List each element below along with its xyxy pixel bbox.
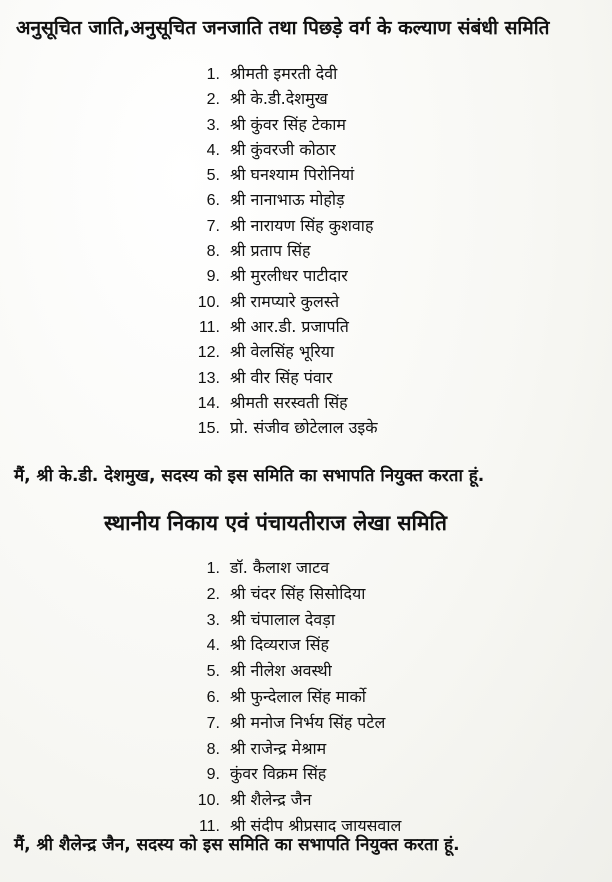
list-item <box>190 340 378 365</box>
item-number: 4. <box>206 141 220 159</box>
item-number: 9. <box>206 766 220 784</box>
item-number: 2. <box>206 585 220 603</box>
committee-1-chair-statement: मैं, श्री के.डी. देशमुख, सदस्य को इस समिति का सभापति नियुक्त करता हूं. <box>14 466 485 486</box>
item-number: 7. <box>206 714 220 732</box>
member-name: श्री दिव्यराज सिंह <box>230 635 330 655</box>
item-number: 8. <box>206 740 220 758</box>
list-item <box>190 685 401 711</box>
item-number: 3. <box>206 611 220 629</box>
item-number: 5. <box>206 167 220 185</box>
list-item <box>190 416 378 441</box>
member-name: श्री मनोज निर्भय सिंह पटेल <box>230 712 386 732</box>
item-number: 5. <box>206 663 220 681</box>
list-item <box>190 633 401 659</box>
list-item <box>190 788 401 814</box>
member-name: श्री राजेन्द्र मेश्राम <box>230 738 327 758</box>
member-name: श्री चंपालाल देवड़ा <box>230 609 335 629</box>
member-name: श्री कुंवर सिंह टेकाम <box>230 114 346 134</box>
member-name: श्री नारायण सिंह कुशवाह <box>230 215 374 235</box>
member-name: श्री के.डी.देशमुख <box>230 89 328 109</box>
member-name: श्री शैलेन्द्र जैन <box>230 790 312 810</box>
committee-2-member-list <box>190 556 401 840</box>
member-name: श्री कुंवरजी कोठार <box>230 139 336 159</box>
member-name: श्रीमती सरस्वती सिंह <box>230 392 348 412</box>
list-item <box>190 290 378 315</box>
list-item <box>190 315 378 340</box>
member-name: कुंवर विक्रम सिंह <box>230 764 327 784</box>
item-number: 15. <box>197 420 220 438</box>
item-number: 10. <box>197 293 220 311</box>
member-name: श्री वेलसिंह भूरिया <box>230 342 335 362</box>
item-number: 10. <box>197 792 220 810</box>
list-item <box>190 737 401 763</box>
list-item <box>190 608 401 634</box>
list-item <box>190 391 378 416</box>
committee-1-title: अनुसूचित जाति,अनुसूचित जनजाति तथा पिछड़े वर्ग के कल्याण संबंधी समिति <box>16 17 550 39</box>
member-name: श्री मुरलीधर पाटीदार <box>230 266 348 286</box>
member-name: श्री फुन्देलाल सिंह मार्को <box>230 686 366 706</box>
item-number: 11. <box>198 318 220 336</box>
item-number: 8. <box>206 243 220 261</box>
member-name: श्री नानाभाऊ मोहोड़ <box>230 190 345 210</box>
member-name: श्री संदीप श्रीप्रसाद जायसवाल <box>230 815 402 835</box>
member-name: श्री आर.डी. प्रजापति <box>230 316 349 336</box>
list-item <box>190 113 378 138</box>
list-item <box>190 188 378 213</box>
member-name: श्री चंदर सिंह सिसोदिया <box>230 583 366 603</box>
item-number: 14. <box>197 394 220 412</box>
list-item <box>190 138 378 163</box>
member-name: श्री रामप्यारे कुलस्ते <box>230 291 340 311</box>
committee-2-chair-statement: मैं, श्री शैलेन्द्र जैन, सदस्य को इस समिति का सभापति नियुक्त करता हूं. <box>14 835 460 855</box>
item-number: 1. <box>206 66 220 83</box>
list-item <box>190 214 378 239</box>
committee-2-title: स्थानीय निकाय एवं पंचायतीराज लेखा समिति <box>104 511 447 535</box>
member-name: श्री प्रताप सिंह <box>230 241 311 261</box>
item-number: 3. <box>206 116 220 134</box>
item-number: 11. <box>198 817 220 835</box>
list-item <box>190 762 401 788</box>
list-item <box>190 556 401 582</box>
item-number: 1. <box>206 560 220 577</box>
list-item <box>190 239 378 264</box>
member-name: श्रीमती इमरती देवी <box>230 64 338 83</box>
list-item <box>190 264 378 289</box>
committee-1-member-list <box>190 62 378 441</box>
list-item <box>190 87 378 112</box>
item-number: 2. <box>206 91 220 109</box>
list-item <box>190 659 401 685</box>
list-item <box>190 711 401 737</box>
item-number: 4. <box>206 637 220 655</box>
member-name: श्री नीलेश अवस्थी <box>230 661 332 681</box>
item-number: 6. <box>206 192 220 210</box>
list-item <box>190 582 401 608</box>
item-number: 7. <box>206 217 220 235</box>
member-name: डॉ. कैलाश जाटव <box>230 558 330 577</box>
item-number: 9. <box>206 268 220 286</box>
member-name: श्री वीर सिंह पंवार <box>230 367 333 387</box>
item-number: 13. <box>197 369 220 387</box>
list-item <box>190 62 378 87</box>
member-name: श्री घनश्याम पिरोनियां <box>230 165 355 185</box>
item-number: 6. <box>206 688 220 706</box>
item-number: 12. <box>197 344 220 362</box>
list-item <box>190 366 378 391</box>
list-item <box>190 163 378 188</box>
member-name: प्रो. संजीव छोटेलाल उइके <box>230 418 378 438</box>
